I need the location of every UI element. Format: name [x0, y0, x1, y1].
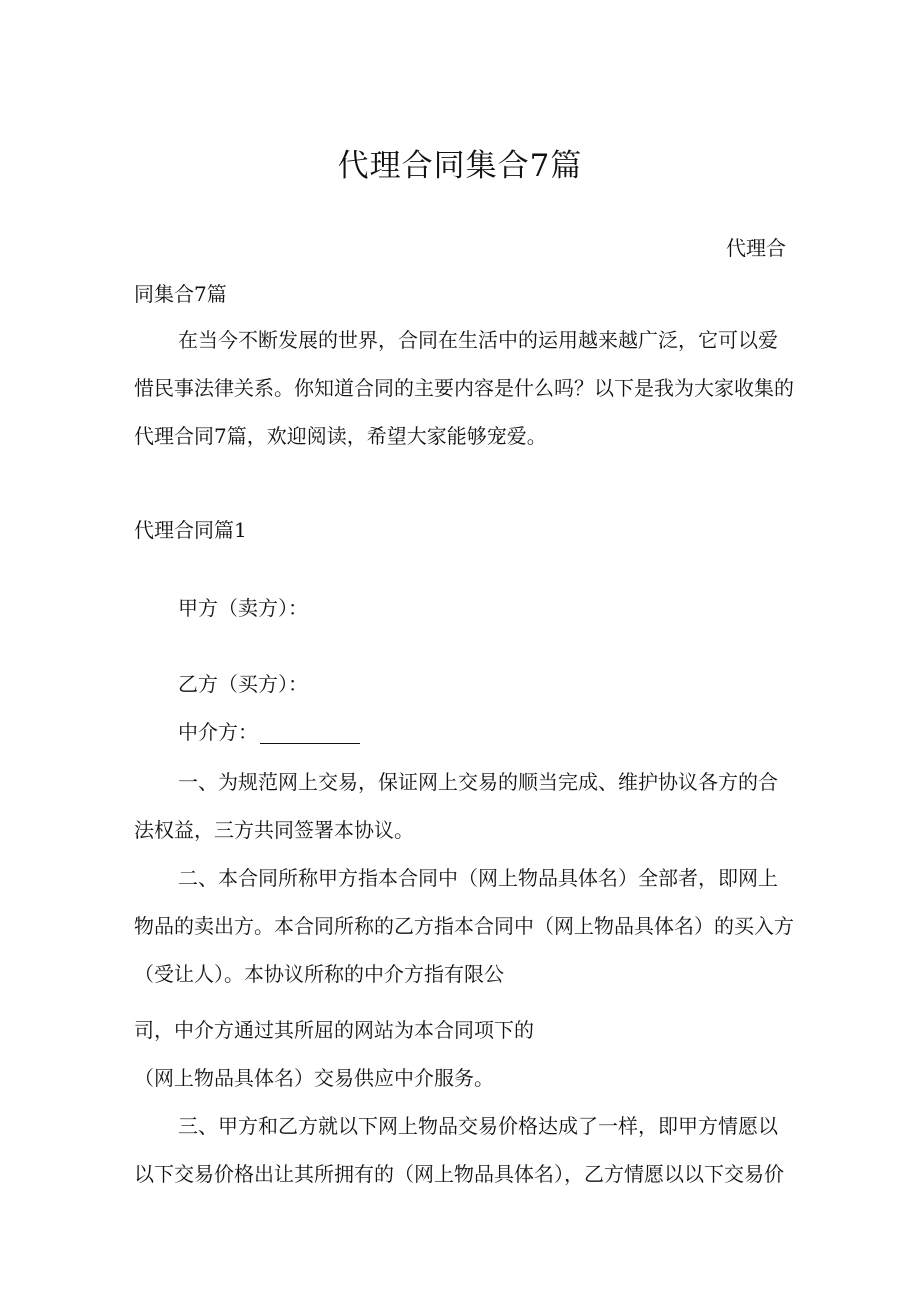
intermediary-blank [260, 723, 360, 744]
intermediary-label: 中介方： [178, 720, 258, 744]
section-heading: 代理合同篇1 [134, 518, 247, 542]
clause-2-line-4: 司，中介方通过其所屈的网站为本合同项下的 [134, 1018, 534, 1042]
intermediary-line [178, 720, 360, 744]
clause-2-line-2: 物品的卖出方。本合同所称的乙方指本合同中（网上物品具体名）的买入方 [134, 914, 794, 938]
clause-2-line-1: 二、本合同所称甲方指本合同中（网上物品具体名）全部者，即网上 [178, 866, 778, 890]
subtitle-line-1: 代理合 [726, 236, 786, 260]
clause-3-line-2: 以下交易价格出让其所拥有的（网上物品具体名），乙方情愿以以下交易价 [134, 1162, 784, 1186]
clause-2-line-5: （网上物品具体名）交易供应中介服务。 [134, 1066, 494, 1090]
clause-3-line-1: 三、甲方和乙方就以下网上物品交易价格达成了一样，即甲方情愿以 [178, 1114, 778, 1138]
intro-line-1: 在当今不断发展的世界，合同在生活中的运用越来越广泛，它可以爱 [178, 328, 778, 352]
intro-line-2: 惜民事法律关系。你知道合同的主要内容是什么吗？以下是我为大家收集的 [134, 376, 794, 400]
clause-1-line-2: 法权益，三方共同签署本协议。 [134, 818, 414, 842]
party-b-label: 乙方（买方）： [178, 672, 308, 696]
intro-line-3: 代理合同7篇，欢迎阅读，希望大家能够宠爱。 [134, 424, 547, 448]
clause-2-line-3: （受让人）。本协议所称的中介方指有限公 [134, 962, 504, 986]
document-title: 代理合同集合7篇 [337, 148, 583, 184]
clause-1-line-1: 一、为规范网上交易，保证网上交易的顺当完成、维护协议各方的合 [178, 770, 778, 794]
subtitle-line-2: 同集合7篇 [134, 282, 227, 306]
party-a-label: 甲方（卖方）： [178, 596, 308, 620]
